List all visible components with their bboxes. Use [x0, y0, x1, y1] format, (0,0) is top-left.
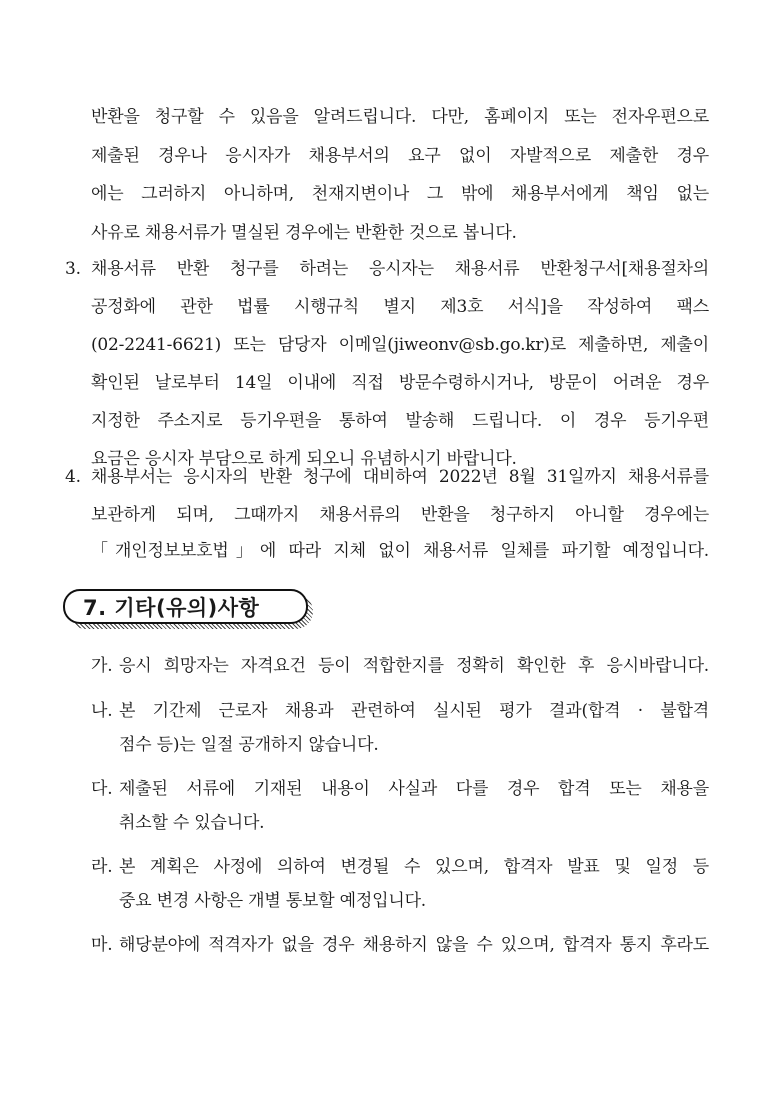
intro-line: 제출된 경우나 응시자가 채용부서의 요구 없이 자발적으로 제출한 경우 — [91, 146, 709, 166]
section-heading — [63, 589, 313, 629]
item-number: 4. — [65, 467, 81, 487]
item-marker: 마. — [91, 935, 113, 955]
item-marker: 가. — [91, 656, 113, 676]
item-line: 보관하게 되며, 그때까지 채용서류의 반환을 청구하지 아니할 경우에는 — [91, 505, 709, 525]
heading-box — [63, 589, 308, 624]
item-line: 채용서류 반환 청구를 하려는 응시자는 채용서류 반환청구서[채용절차의 — [91, 259, 709, 279]
item-line: 확인된 날로부터 14일 이내에 직접 방문수령하시거나, 방문이 어려운 경우 — [91, 373, 709, 393]
item-line: 제출된 서류에 기재된 내용이 사실과 다를 경우 합격 또는 채용을 — [119, 779, 709, 799]
intro-line: 사유로 채용서류가 멸실된 경우에는 반환한 것으로 봅니다. — [91, 223, 517, 243]
item-line: 본 계획은 사정에 의하여 변경될 수 있으며, 합격자 발표 및 일정 등 — [119, 857, 709, 877]
item-line: 채용부서는 응시자의 반환 청구에 대비하여 2022년 8월 31일까지 채용서류를 — [91, 467, 709, 487]
item-line: 해당분야에 적격자가 없을 경우 채용하지 않을 수 있으며, 합격자 통지 후라도 — [119, 935, 709, 955]
item-marker: 나. — [91, 701, 113, 721]
item-number: 3. — [65, 259, 81, 279]
item-marker: 라. — [91, 857, 113, 877]
item-line: 요금은 응시자 부담으로 하게 되오니 유념하시기 바랍니다. — [91, 449, 517, 469]
item-line: 취소할 수 있습니다. — [119, 813, 265, 833]
intro-line: 반환을 청구할 수 있음을 알려드립니다. 다만, 홈페이지 또는 전자우편으로 — [91, 107, 709, 127]
item-line: 본 기간제 근로자 채용과 관련하여 실시된 평가 결과(합격 · 불합격 — [119, 701, 709, 721]
item-line: (02-2241-6621) 또는 담당자 이메일(jiweonv@sb.go.kr)로 제출하면, 제출이 — [91, 335, 709, 355]
item-line: 중요 변경 사항은 개별 통보할 예정입니다. — [119, 891, 426, 911]
item-line: 점수 등)는 일절 공개하지 않습니다. — [119, 735, 379, 755]
item-line: 공정화에 관한 법률 시행규칙 별지 제3호 서식]을 작성하여 팩스 — [91, 297, 709, 317]
intro-line: 에는 그러하지 아니하며, 천재지변이나 그 밖에 채용부서에게 책임 없는 — [91, 184, 709, 204]
item-line: 지정한 주소지로 등기우편을 통하여 발송해 드립니다. 이 경우 등기우편 — [91, 411, 709, 431]
section-title: 7. 기타(유의)사항 — [83, 596, 260, 620]
item-line: 「개인정보보호법」에 따라 지체 없이 채용서류 일체를 파기할 예정입니다. — [91, 541, 709, 561]
item-marker: 다. — [91, 779, 113, 799]
item-line: 응시 희망자는 자격요건 등이 적합한지를 정확히 확인한 후 응시바랍니다. — [119, 656, 709, 676]
